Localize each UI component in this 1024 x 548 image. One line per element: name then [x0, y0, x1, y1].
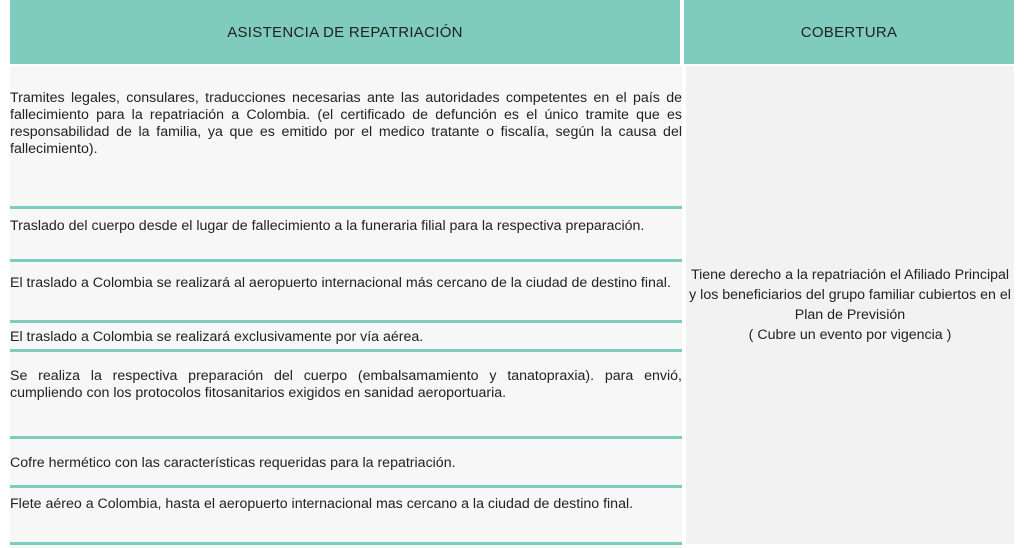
assistance-column [10, 66, 682, 548]
row-separator [10, 259, 682, 262]
header-coverage [684, 0, 1014, 64]
row-separator [10, 206, 682, 209]
row-separator [10, 349, 682, 352]
assistance-row-text: Traslado del cuerpo desde el lugar de fallecimiento a la funeraria filial para la respectiva preparación. [10, 218, 645, 234]
assistance-row [10, 496, 682, 513]
coverage-column [686, 66, 1014, 544]
repatriation-table [10, 0, 1014, 548]
assistance-row [10, 455, 682, 472]
row-separator [10, 485, 682, 488]
coverage-main: Tiene derecho a la repatriación el Afiliado Principal y los beneficiarios del grupo familiar cubiertos en el Plan de Previsión [689, 267, 1011, 323]
coverage-text [686, 265, 1014, 345]
header-coverage-label: COBERTURA [800, 23, 898, 41]
header-assistance-label: ASISTENCIA DE REPATRIACIÓN [227, 23, 463, 41]
coverage-note: ( Cubre un evento por vigencia ) [748, 327, 952, 343]
assistance-row-text: El traslado a Colombia se realizará exclusivamente por vía aérea. [10, 329, 424, 345]
assistance-row [10, 90, 682, 158]
assistance-row-text: Tramites legales, consulares, traducciones necesarias ante las autoridades competentes en el país de fallecimiento para la repatriación a Colombia. (el certificado de defunción es el único tramite que es responsabilidad de la familia, ya que es emitido por el medico tratante o fiscalía, según la causa del fallecimiento). [10, 90, 682, 157]
row-separator [10, 320, 682, 323]
row-separator [10, 436, 682, 439]
assistance-row [10, 329, 682, 346]
assistance-row [10, 218, 682, 235]
header-assistance [10, 0, 680, 64]
assistance-row-text: Cofre hermético con las características requeridas para la repatriación. [10, 455, 456, 471]
assistance-row [10, 368, 682, 402]
row-separator [10, 542, 682, 545]
assistance-row-text: Flete aéreo a Colombia, hasta el aeropuerto internacional mas cercano a la ciudad de destino final. [10, 496, 634, 512]
assistance-row [10, 275, 682, 292]
assistance-row-text: Se realiza la respectiva preparación del cuerpo (embalsamamiento y tanatopraxia). para envió, cumpliendo con los protocolos fitosanitarios exigidos en sanidad aeroportuaria. [10, 368, 682, 401]
assistance-row-text: El traslado a Colombia se realizará al aeropuerto internacional más cercano de la ciudad de destino final. [10, 275, 671, 291]
